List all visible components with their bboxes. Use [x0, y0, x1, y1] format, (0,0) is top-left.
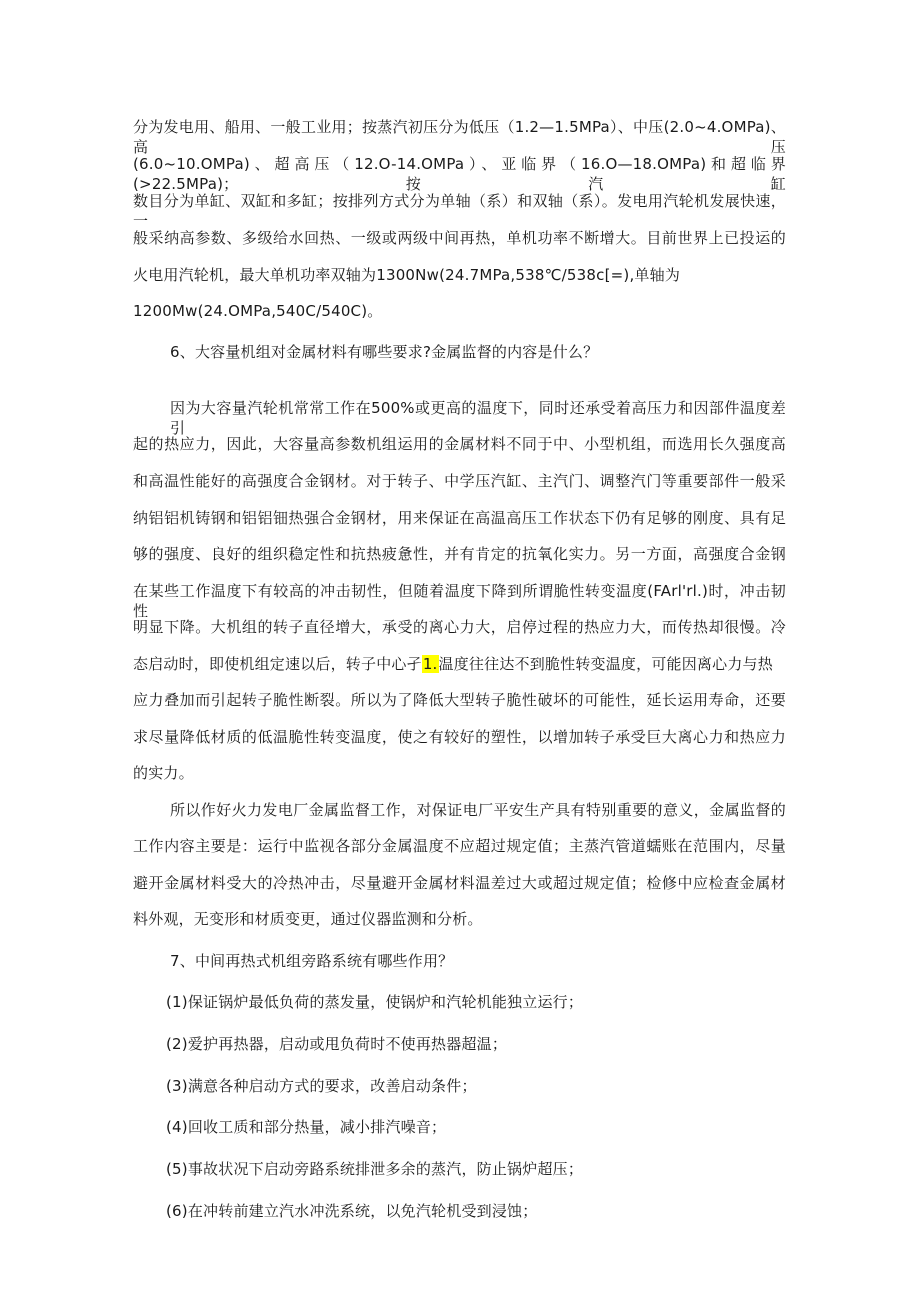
text-line: (6.0~10.OMPa)、超高压（12.O-14.OMPa）、亚临界（16.O—18.OMPa)和超临界(>22.5MPa)；按汽缸: [133, 155, 786, 193]
text-line: 纳铝铝机铸钢和铝铝钿热强合金钢材，用来保证在高温高压工作状态下仍有足够的刚度、具有足: [133, 509, 786, 527]
text-line: 1200Mw(24.OMPa,540C/540C)。: [133, 302, 383, 320]
text-line: 工作内容主要是：运行中监视各部分金属温度不应超过规定值；主蒸汽管道蠕账在范围内，尽量: [133, 837, 786, 855]
text-line: 应力叠加而引起转子脆性断裂。所以为了降低大型转子脆性破坏的可能性，延长运用寿命，还要: [133, 691, 786, 709]
list-item: (4)回收工质和部分热量，减小排汽噪音；: [166, 1118, 447, 1136]
text-segment: 态启动时，即使机组定速以后，转子中心孑: [133, 655, 422, 673]
list-item: (6)在冲转前建立汽水冲洗系统，以免汽轮机受到浸蚀；: [166, 1202, 538, 1220]
list-item: (2)爱护再热器，启动或甩负荷时不使再热器超温；: [166, 1035, 508, 1053]
text-line: 火电用汽轮机，最大单机功率双轴为1300Nw(24.7MPa,538℃/538c[=),单轴为: [133, 266, 681, 284]
text-line: 因为大容量汽轮机常常工作在500%或更高的温度下，同时还承受着高压力和因部件温度差引: [170, 399, 786, 437]
text-segment: 温度往往达不到脆性转变温度，可能因离心力与热: [438, 655, 773, 673]
text-line-highlighted: [133, 654, 786, 674]
list-item: (3)满意各种启动方式的要求，改善启动条件；: [166, 1077, 477, 1095]
list-item: (5)事故状况下启动旁路系统排泄多余的蒸汽，防止锅炉超压；: [166, 1160, 584, 1178]
question-heading: 7、中间再热式机组旁路系统有哪些作用？: [170, 952, 454, 970]
text-line: 所以作好火力发电厂金属监督工作，对保证电厂平安生产具有特别重要的意义，金属监督的: [170, 801, 786, 819]
text-line: 起的热应力，因此，大容量高参数机组运用的金属材料不同于中、小型机组，而选用长久强度高: [133, 435, 786, 453]
text-line: 求尽量降低材质的低温脆性转变温度，使之有较好的塑性，以增加转子承受巨大离心力和热应力: [133, 728, 786, 746]
list-item: (1)保证锅炉最低负荷的蒸发量，使锅炉和汽轮机能独立运行；: [166, 993, 584, 1011]
question-heading: 6、大容量机组对金属材料有哪些要求?金属监督的内容是什么？: [170, 343, 599, 361]
text-line: 料外观，无变形和材质变更，通过仪器监测和分析。: [133, 910, 483, 928]
text-line: 的实力。: [133, 764, 194, 782]
text-line: 避开金属材料受大的冷热冲击，尽量避开金属材料温差过大或超过规定值；检修中应检查金属材: [133, 874, 786, 892]
text-line: 够的强度、良好的组织稳定性和抗热疲惫性，并有肯定的抗氧化实力。另一方面，高强度合金钢: [133, 545, 786, 563]
text-line: 分为发电用、船用、一般工业用；按蒸汽初压分为低压（1.2—1.5MPa）、中压(2.0~4.OMPa)、高压: [133, 118, 786, 156]
text-line: 明显下降。大机组的转子直径增大，承受的离心力大，启停过程的热应力大，而传热却很慢。冷: [133, 618, 786, 636]
text-line: 数目分为单缸、双缸和多缸；按排列方式分为单轴（系）和双轴（系）。发电用汽轮机发展快速，一: [133, 192, 786, 230]
highlighted-text: 1.: [422, 655, 438, 673]
text-line: 和高温性能好的高强度合金钢材。对于转子、中学压汽缸、主汽门、调整汽门等重要部件一般采: [133, 472, 786, 490]
text-line: 般采纳高参数、多级给水回热、一级或两级中间再热，单机功率不断增大。目前世界上已投运的: [133, 229, 786, 247]
text-line: 在某些工作温度下有较高的冲击韧性，但随着温度下降到所谓脆性转变温度(FArl'rl.)时，冲击韧性: [133, 582, 786, 620]
